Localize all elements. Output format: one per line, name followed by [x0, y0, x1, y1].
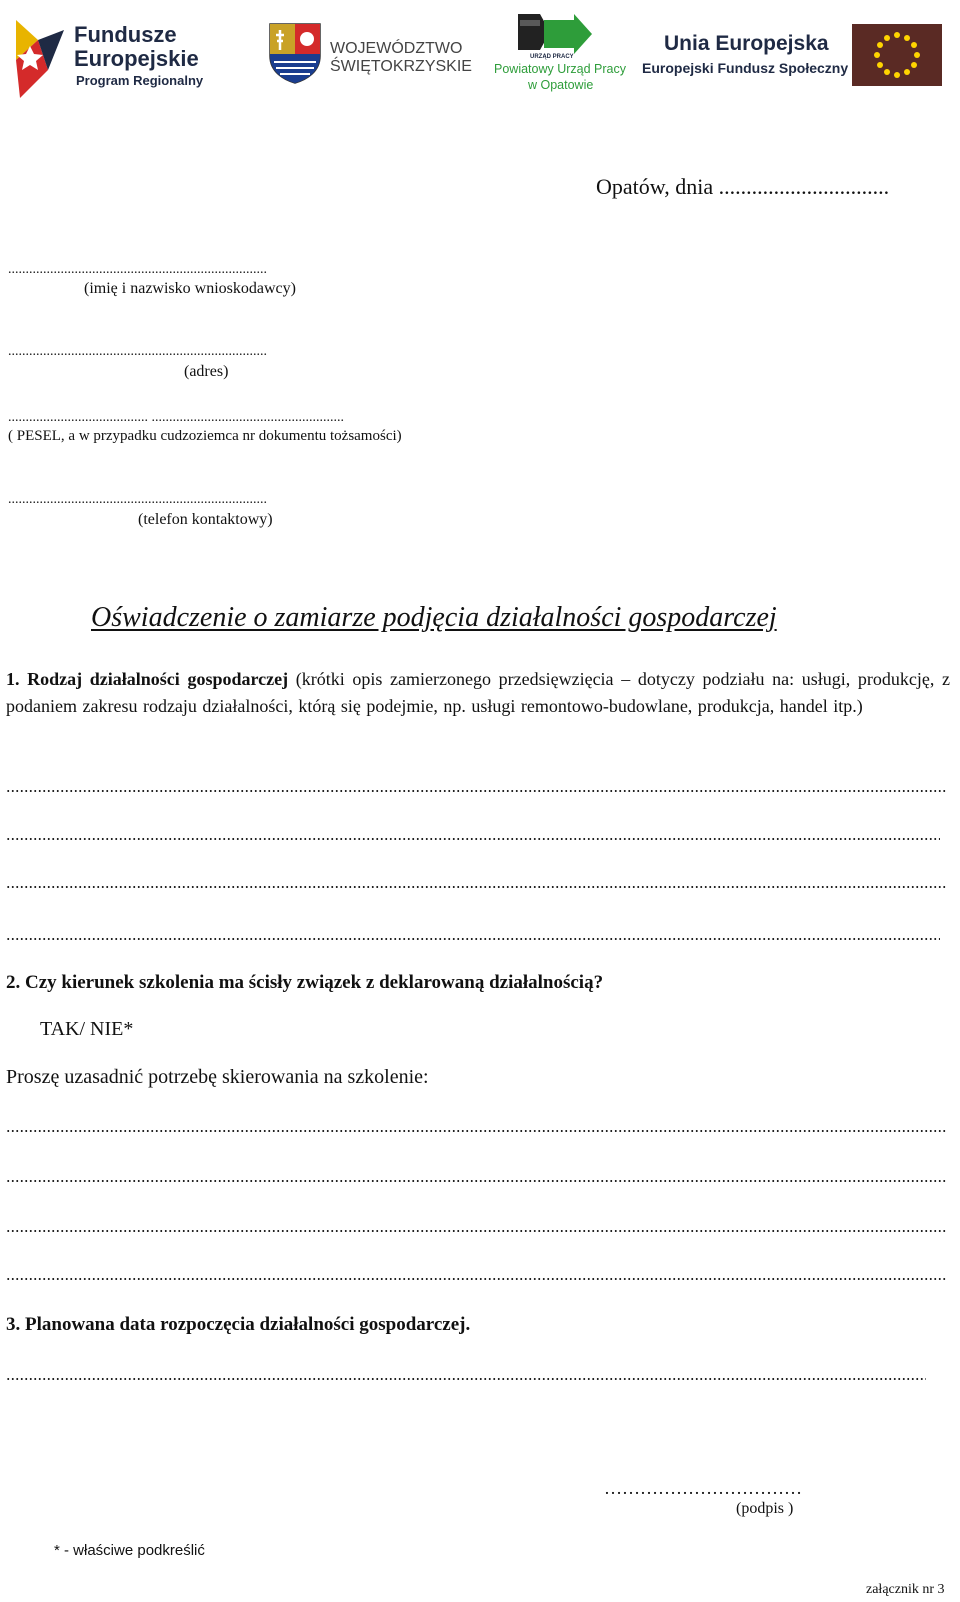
section2-answer-options[interactable]: TAK/ NIE* [40, 1018, 134, 1040]
address-field-caption: (adres) [184, 363, 229, 380]
section2-question: 2. Czy kierunek szkolenia ma ścisły związek z deklarowaną działalnością? [6, 972, 604, 993]
fundusze-line1: Fundusze [74, 22, 177, 47]
section1-description: (krótki opis zamierzonego przedsięwzięcia – dotyczy podziału na: usługi, produkcję, z podaniem zakresu rodzaju działalności, którą się podejmie, np. usługi remontowo-budowlane, produkcja, handel itp.) [6, 669, 950, 716]
pup-arrow-icon [514, 12, 594, 58]
section2-justify-prompt: Proszę uzasadnić potrzebę skierowania na szkolenie: [6, 1066, 429, 1088]
wojewodztwo-line2: ŚWIĘTOKRZYSKIE [330, 58, 472, 75]
pup-line1: Powiatowy Urząd Pracy [494, 62, 626, 76]
section3-label: 3. Planowana data rozpoczęcia działalności gospodarczej. [6, 1314, 471, 1335]
name-field-caption: (imię i nazwisko wnioskodawcy) [84, 280, 296, 297]
ue-line1: Unia Europejska [664, 32, 829, 55]
phone-field-caption: (telefon kontaktowy) [138, 511, 273, 528]
logo-bar [0, 0, 960, 110]
name-field-dots[interactable]: .......................................................................... [8, 262, 267, 277]
place-date: Opatów, dnia ............................... [596, 174, 890, 199]
section2-answer-line-1[interactable] [6, 1130, 946, 1132]
pesel-field-caption: ( PESEL, a w przypadku cudzoziemca nr dokumentu tożsamości) [8, 428, 402, 444]
wojewodztwo-line1: WOJEWÓDZTWO [330, 40, 463, 57]
section1-answer-line-4[interactable] [6, 938, 940, 940]
section1-answer-line-1[interactable] [6, 790, 946, 792]
phone-field-dots[interactable]: .......................................................................... [8, 492, 267, 507]
section3-answer-line[interactable] [6, 1378, 926, 1380]
coat-of-arms-icon [268, 22, 322, 84]
ue-line2: Europejski Fundusz Społeczny [642, 60, 849, 76]
section1-answer-line-2[interactable] [6, 838, 940, 840]
pesel-field-dots[interactable]: ........................................ ....................................................... [8, 410, 344, 425]
address-field-dots[interactable]: .......................................................................... [8, 344, 267, 359]
section2-answer-line-2[interactable] [6, 1180, 946, 1182]
attachment-label: załącznik nr 3 [866, 1582, 945, 1597]
section2-answer-line-3[interactable] [6, 1230, 946, 1232]
section2-answer-line-4[interactable] [6, 1278, 946, 1280]
fundusze-star-icon [8, 10, 66, 102]
pup-line2: w Opatowie [528, 78, 594, 92]
fundusze-line3: Program Regionalny [76, 73, 204, 88]
eu-flag-icon [852, 24, 942, 86]
fundusze-line2: Europejskie [74, 46, 199, 71]
pup-badge: URZĄD PRACY [530, 54, 574, 60]
section1-paragraph [6, 666, 950, 720]
signature-caption: (podpis ) [736, 1500, 794, 1517]
section1-heading: 1. Rodzaj działalności gospodarczej [6, 669, 289, 689]
section1-answer-line-3[interactable] [6, 886, 946, 888]
document-title: Oświadczenie o zamiarze podjęcia działalności gospodarczej [91, 602, 777, 633]
footnote: * - właściwe podkreślić [54, 1542, 205, 1559]
signature-dots[interactable]: …………………………… [604, 1478, 802, 1498]
